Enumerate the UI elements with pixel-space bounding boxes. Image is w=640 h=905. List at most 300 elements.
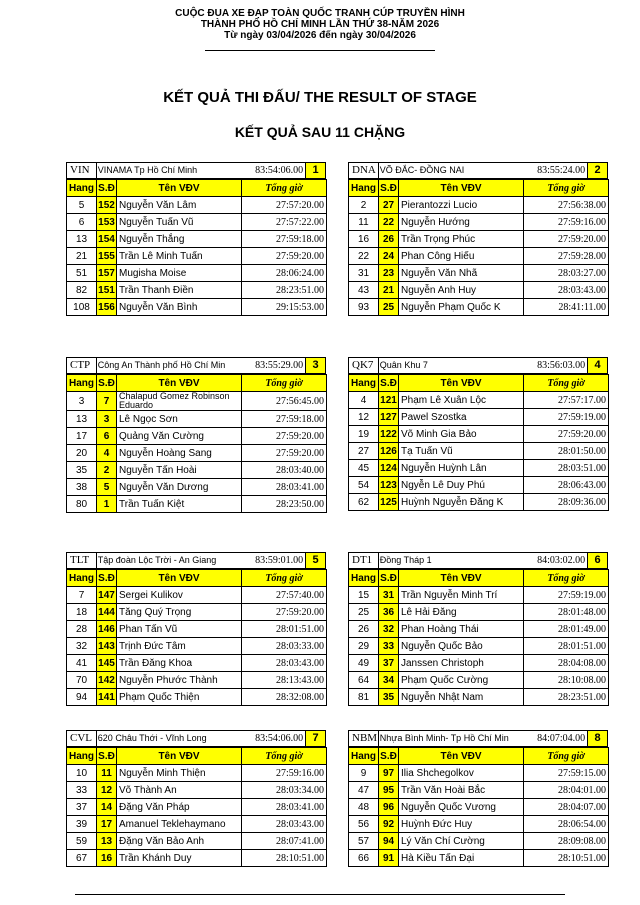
rider-bib: 4 xyxy=(97,445,117,462)
rider-time: 28:03:34.00 xyxy=(242,782,327,799)
team-header xyxy=(66,357,326,374)
rider-bib: 91 xyxy=(379,850,399,867)
rider-rank: 35 xyxy=(67,462,97,479)
rider-time: 28:04:07.00 xyxy=(524,799,609,816)
team-header xyxy=(66,730,326,747)
column-header-sd: S.Đ xyxy=(379,180,399,197)
table-row xyxy=(349,265,609,282)
column-header-time: Tổng giờ xyxy=(524,375,609,392)
rider-rank: 10 xyxy=(67,765,97,782)
column-header-name: Tên VĐV xyxy=(117,748,242,765)
team-total-time: 83:55:29.00 xyxy=(255,360,304,371)
rider-name: Janssen Christoph xyxy=(399,655,524,672)
team-name: VÕ ĐẮC- ĐỒNG NAI xyxy=(379,165,465,175)
column-header-time: Tổng giờ xyxy=(524,748,609,765)
table-row xyxy=(67,782,327,799)
table-row xyxy=(67,299,327,316)
table-row xyxy=(67,655,327,672)
team-rank-badge: 5 xyxy=(305,553,325,568)
table-row xyxy=(67,428,327,445)
rider-name: Phan Công Hiếu xyxy=(399,248,524,265)
rider-time: 28:06:43.00 xyxy=(524,477,609,494)
rider-rank: 33 xyxy=(67,782,97,799)
rider-name: Nguyễn Hướng xyxy=(399,214,524,231)
rider-time: 27:56:38.00 xyxy=(524,197,609,214)
rider-rank: 28 xyxy=(67,621,97,638)
team-code: DT1 xyxy=(349,553,379,568)
rider-rank: 64 xyxy=(349,672,379,689)
rider-rank: 7 xyxy=(67,587,97,604)
table-row xyxy=(349,799,609,816)
table-row xyxy=(349,282,609,299)
table-row xyxy=(67,833,327,850)
rider-time: 28:01:48.00 xyxy=(524,604,609,621)
table-row xyxy=(349,214,609,231)
rider-time: 28:09:08.00 xyxy=(524,833,609,850)
rider-bib: 12 xyxy=(97,782,117,799)
rider-time: 27:59:20.00 xyxy=(524,231,609,248)
rider-name: Phạm Quốc Thiện xyxy=(117,689,242,706)
rider-rank: 41 xyxy=(67,655,97,672)
table-row xyxy=(349,638,609,655)
rider-bib: 1 xyxy=(97,496,117,513)
rider-name: Phan Tấn Vũ xyxy=(117,621,242,638)
rider-name: Phan Hoàng Thái xyxy=(399,621,524,638)
rider-name: Võ Minh Gia Bảo xyxy=(399,426,524,443)
rider-bib: 36 xyxy=(379,604,399,621)
rider-rank: 80 xyxy=(67,496,97,513)
rider-bib: 35 xyxy=(379,689,399,706)
team-name: Tập đoàn Lộc Trời - An Giang xyxy=(97,555,217,565)
rider-name: Pierantozzi Lucio xyxy=(399,197,524,214)
team-rank-badge: 8 xyxy=(587,731,607,746)
rider-name: Lê Ngọc Sơn xyxy=(117,411,242,428)
table-row xyxy=(67,214,327,231)
rider-rank: 54 xyxy=(349,477,379,494)
rider-time: 28:03:43.00 xyxy=(242,655,327,672)
footer-divider xyxy=(75,894,565,895)
team-block xyxy=(66,552,326,706)
table-row xyxy=(349,426,609,443)
column-header-time: Tổng giờ xyxy=(242,180,327,197)
column-header-hang: Hang xyxy=(67,375,97,392)
table-row xyxy=(67,479,327,496)
rider-rank: 47 xyxy=(349,782,379,799)
rider-rank: 21 xyxy=(67,248,97,265)
page-subtitle: KẾT QUẢ SAU 11 CHẶNG xyxy=(234,124,406,140)
team-code: DNA xyxy=(349,163,379,178)
rider-bib: 147 xyxy=(97,587,117,604)
rider-bib: 92 xyxy=(379,816,399,833)
rider-time: 28:03:43.00 xyxy=(524,282,609,299)
rider-time: 28:03:27.00 xyxy=(524,265,609,282)
rider-bib: 143 xyxy=(97,638,117,655)
rider-time: 27:59:20.00 xyxy=(242,428,327,445)
rider-time: 27:59:18.00 xyxy=(242,231,327,248)
rider-rank: 15 xyxy=(349,587,379,604)
table-row xyxy=(67,496,327,513)
rider-rank: 45 xyxy=(349,460,379,477)
table-row xyxy=(67,799,327,816)
column-header-time: Tổng giờ xyxy=(242,748,327,765)
rider-rank: 3 xyxy=(67,392,97,411)
column-header-name: Tên VĐV xyxy=(399,748,524,765)
rider-name: Ilia Shchegolkov xyxy=(399,765,524,782)
rider-time: 28:23:51.00 xyxy=(242,282,327,299)
rider-rank: 57 xyxy=(349,833,379,850)
rider-bib: 14 xyxy=(97,799,117,816)
rider-time: 27:57:20.00 xyxy=(242,197,327,214)
rider-name: Ngyễn Lê Duy Phú xyxy=(399,477,524,494)
rider-bib: 156 xyxy=(97,299,117,316)
rider-bib: 22 xyxy=(379,214,399,231)
team-block xyxy=(348,552,608,706)
rider-bib: 154 xyxy=(97,231,117,248)
rider-time: 28:23:50.00 xyxy=(242,496,327,513)
rider-table xyxy=(66,569,327,706)
rider-name: Phạm Lê Xuân Lộc xyxy=(399,392,524,409)
team-header xyxy=(348,357,608,374)
rider-rank: 49 xyxy=(349,655,379,672)
rider-time: 28:01:51.00 xyxy=(524,638,609,655)
rider-name: Pawel Szostka xyxy=(399,409,524,426)
rider-name: Trần Nguyễn Minh Trí xyxy=(399,587,524,604)
rider-rank: 20 xyxy=(67,445,97,462)
rider-time: 28:04:08.00 xyxy=(524,655,609,672)
rider-name: Phạm Quốc Cường xyxy=(399,672,524,689)
rider-rank: 13 xyxy=(67,231,97,248)
rider-bib: 94 xyxy=(379,833,399,850)
rider-time: 27:59:20.00 xyxy=(242,604,327,621)
team-block xyxy=(348,162,608,316)
rider-rank: 94 xyxy=(67,689,97,706)
team-code: CTP xyxy=(67,358,97,373)
rider-name: Nguyễn Minh Thiện xyxy=(117,765,242,782)
rider-rank: 37 xyxy=(67,799,97,816)
rider-name: Nguyễn Phạm Quốc K xyxy=(399,299,524,316)
rider-rank: 11 xyxy=(349,214,379,231)
table-row xyxy=(349,392,609,409)
rider-time: 28:04:01.00 xyxy=(524,782,609,799)
team-header xyxy=(348,552,608,569)
rider-rank: 70 xyxy=(67,672,97,689)
column-header-name: Tên VĐV xyxy=(117,570,242,587)
rider-time: 28:10:51.00 xyxy=(524,850,609,867)
table-row xyxy=(67,587,327,604)
team-total-time: 83:56:03.00 xyxy=(537,360,586,371)
column-header-sd: S.Đ xyxy=(97,748,117,765)
rider-name: Sergei Kulikov xyxy=(117,587,242,604)
rider-name: Trần Trọng Phúc xyxy=(399,231,524,248)
rider-bib: 34 xyxy=(379,672,399,689)
rider-bib: 95 xyxy=(379,782,399,799)
rider-bib: 11 xyxy=(97,765,117,782)
team-rank-badge: 3 xyxy=(305,358,325,373)
rider-name: Hà Kiều Tấn Đại xyxy=(399,850,524,867)
rider-name: Nguyễn Văn Dương xyxy=(117,479,242,496)
rider-table xyxy=(66,179,327,316)
table-row xyxy=(349,477,609,494)
table-row xyxy=(67,231,327,248)
rider-table xyxy=(348,747,609,867)
team-name: Đồng Tháp 1 xyxy=(379,555,432,565)
column-header-sd: S.Đ xyxy=(97,180,117,197)
team-name: Công An Thành phố Hồ Chí Min xyxy=(97,360,226,370)
rider-time: 28:32:08.00 xyxy=(242,689,327,706)
rider-time: 28:41:11.00 xyxy=(524,299,609,316)
table-row xyxy=(67,621,327,638)
rider-time: 27:59:18.00 xyxy=(242,411,327,428)
column-header-hang: Hang xyxy=(349,748,379,765)
column-header-sd: S.Đ xyxy=(379,748,399,765)
team-code: NBM xyxy=(349,731,379,746)
rider-table xyxy=(348,569,609,706)
team-name: Nhựa Bình Minh- Tp Hồ Chí Min xyxy=(379,733,509,743)
rider-name: Nguyễn Phước Thành xyxy=(117,672,242,689)
table-header-row xyxy=(67,748,327,765)
team-code: CVL xyxy=(67,731,97,746)
rider-name: Tạ Tuấn Vũ xyxy=(399,443,524,460)
table-row xyxy=(349,231,609,248)
rider-time: 27:59:19.00 xyxy=(524,409,609,426)
rider-name: Nguyễn Nhật Nam xyxy=(399,689,524,706)
rider-time: 27:57:22.00 xyxy=(242,214,327,231)
rider-time: 28:13:43.00 xyxy=(242,672,327,689)
rider-name: Lý Văn Chí Cường xyxy=(399,833,524,850)
table-row xyxy=(67,816,327,833)
table-row xyxy=(349,587,609,604)
rider-name: Trần Đăng Khoa xyxy=(117,655,242,672)
column-header-hang: Hang xyxy=(349,375,379,392)
table-row xyxy=(349,299,609,316)
rider-name: Quảng Văn Cường xyxy=(117,428,242,445)
rider-time: 27:59:20.00 xyxy=(524,426,609,443)
rider-rank: 32 xyxy=(67,638,97,655)
rider-name: Lê Hải Đăng xyxy=(399,604,524,621)
column-header-name: Tên VĐV xyxy=(399,180,524,197)
rider-time: 28:01:49.00 xyxy=(524,621,609,638)
team-header xyxy=(66,162,326,179)
rider-rank: 5 xyxy=(67,197,97,214)
rider-name: Trần Lê Minh Tuấn xyxy=(117,248,242,265)
table-row xyxy=(349,248,609,265)
rider-name: Đặng Văn Pháp xyxy=(117,799,242,816)
rider-bib: 122 xyxy=(379,426,399,443)
rider-time: 27:59:15.00 xyxy=(524,765,609,782)
rider-bib: 126 xyxy=(379,443,399,460)
rider-time: 28:10:08.00 xyxy=(524,672,609,689)
rider-time: 28:06:54.00 xyxy=(524,816,609,833)
team-name: 620 Châu Thới - Vĩnh Long xyxy=(97,733,207,743)
rider-name: Trần Thanh Điền xyxy=(117,282,242,299)
team-code: VIN xyxy=(67,163,97,178)
column-header-hang: Hang xyxy=(67,570,97,587)
table-row xyxy=(349,782,609,799)
team-rank-badge: 1 xyxy=(305,163,325,178)
rider-rank: 26 xyxy=(349,621,379,638)
rider-rank: 51 xyxy=(67,265,97,282)
column-header-name: Tên VĐV xyxy=(399,570,524,587)
team-header xyxy=(348,162,608,179)
rider-bib: 33 xyxy=(379,638,399,655)
rider-bib: 96 xyxy=(379,799,399,816)
column-header-sd: S.Đ xyxy=(97,375,117,392)
table-header-row xyxy=(67,570,327,587)
rider-rank: 48 xyxy=(349,799,379,816)
rider-name: Nguyễn Quốc Vương xyxy=(399,799,524,816)
column-header-hang: Hang xyxy=(67,180,97,197)
table-row xyxy=(349,409,609,426)
rider-time: 27:59:20.00 xyxy=(242,445,327,462)
rider-time: 27:56:45.00 xyxy=(242,392,327,411)
rider-rank: 93 xyxy=(349,299,379,316)
rider-name: Nguyễn Huỳnh Lân xyxy=(399,460,524,477)
table-row xyxy=(349,765,609,782)
team-rank-badge: 2 xyxy=(587,163,607,178)
table-row xyxy=(349,655,609,672)
column-header-hang: Hang xyxy=(349,570,379,587)
table-row xyxy=(349,833,609,850)
table-row xyxy=(67,282,327,299)
rider-time: 28:03:43.00 xyxy=(242,816,327,833)
rider-name: Chalapud Gomez Robinson Eduardo xyxy=(117,392,242,411)
rider-bib: 125 xyxy=(379,494,399,511)
event-dates: Từ ngày 03/04/2026 đến ngày 30/04/2026 xyxy=(224,30,416,41)
rider-name: Nguyễn Thắng xyxy=(117,231,242,248)
team-total-time: 83:55:24.00 xyxy=(537,165,586,176)
rider-bib: 3 xyxy=(97,411,117,428)
rider-bib: 21 xyxy=(379,282,399,299)
rider-time: 27:57:40.00 xyxy=(242,587,327,604)
rider-table xyxy=(348,179,609,316)
team-block xyxy=(66,730,326,867)
rider-name: Amanuel Teklehaymano xyxy=(117,816,242,833)
rider-bib: 5 xyxy=(97,479,117,496)
rider-time: 28:06:24.00 xyxy=(242,265,327,282)
table-header-row xyxy=(67,180,327,197)
rider-rank: 62 xyxy=(349,494,379,511)
rider-table xyxy=(348,374,609,511)
rider-bib: 146 xyxy=(97,621,117,638)
rider-rank: 19 xyxy=(349,426,379,443)
table-row xyxy=(67,445,327,462)
rider-bib: 27 xyxy=(379,197,399,214)
table-row xyxy=(349,672,609,689)
team-rank-badge: 7 xyxy=(305,731,325,746)
rider-name: Nguyễn Tuấn Vũ xyxy=(117,214,242,231)
team-total-time: 83:54:06.00 xyxy=(255,165,304,176)
table-row xyxy=(349,604,609,621)
table-row xyxy=(67,197,327,214)
rider-time: 28:23:51.00 xyxy=(524,689,609,706)
table-row xyxy=(349,197,609,214)
rider-bib: 142 xyxy=(97,672,117,689)
rider-rank: 9 xyxy=(349,765,379,782)
rider-name: Trần Văn Hoài Bắc xyxy=(399,782,524,799)
rider-table xyxy=(66,747,327,867)
rider-time: 27:59:28.00 xyxy=(524,248,609,265)
rider-rank: 25 xyxy=(349,604,379,621)
table-row xyxy=(349,689,609,706)
table-row xyxy=(67,265,327,282)
rider-bib: 144 xyxy=(97,604,117,621)
rider-time: 28:03:40.00 xyxy=(242,462,327,479)
rider-time: 29:15:53.00 xyxy=(242,299,327,316)
rider-time: 28:10:51.00 xyxy=(242,850,327,867)
rider-name: Đặng Văn Bảo Anh xyxy=(117,833,242,850)
team-total-time: 84:07:04.00 xyxy=(537,733,586,744)
team-name: VINAMA Tp Hồ Chí Minh xyxy=(97,165,198,175)
rider-bib: 23 xyxy=(379,265,399,282)
rider-time: 28:03:51.00 xyxy=(524,460,609,477)
rider-bib: 151 xyxy=(97,282,117,299)
rider-rank: 17 xyxy=(67,428,97,445)
rider-time: 28:09:36.00 xyxy=(524,494,609,511)
rider-rank: 108 xyxy=(67,299,97,316)
rider-rank: 12 xyxy=(349,409,379,426)
rider-rank: 38 xyxy=(67,479,97,496)
rider-time: 28:03:33.00 xyxy=(242,638,327,655)
rider-rank: 81 xyxy=(349,689,379,706)
team-block xyxy=(348,357,608,511)
column-header-name: Tên VĐV xyxy=(399,375,524,392)
table-row xyxy=(67,462,327,479)
table-row xyxy=(67,765,327,782)
rider-name: Nguyễn Anh Huy xyxy=(399,282,524,299)
table-row xyxy=(349,816,609,833)
column-header-sd: S.Đ xyxy=(97,570,117,587)
rider-bib: 17 xyxy=(97,816,117,833)
rider-name: Nguyễn Tấn Hoài xyxy=(117,462,242,479)
rider-time: 28:03:41.00 xyxy=(242,799,327,816)
team-block xyxy=(348,730,608,867)
rider-name: Nguyễn Quốc Bảo xyxy=(399,638,524,655)
rider-name: Huỳnh Nguyễn Đăng K xyxy=(399,494,524,511)
column-header-time: Tổng giờ xyxy=(242,570,327,587)
rider-name: Nguyễn Văn Lâm xyxy=(117,197,242,214)
table-row xyxy=(349,850,609,867)
rider-rank: 27 xyxy=(349,443,379,460)
event-title-line1: CUỘC ĐUA XE ĐẠP TOÀN QUỐC TRANH CÚP TRUYỀN HÌNH xyxy=(175,8,465,19)
column-header-name: Tên VĐV xyxy=(117,180,242,197)
rider-rank: 2 xyxy=(349,197,379,214)
rider-rank: 59 xyxy=(67,833,97,850)
rider-bib: 121 xyxy=(379,392,399,409)
rider-name: Nguyễn Hoàng Sang xyxy=(117,445,242,462)
rider-bib: 155 xyxy=(97,248,117,265)
event-title-line2: THÀNH PHỐ HỒ CHÍ MINH LẦN THỨ 38-NĂM 2026 xyxy=(200,19,440,30)
rider-bib: 2 xyxy=(97,462,117,479)
header-divider xyxy=(205,50,435,51)
team-header xyxy=(348,730,608,747)
rider-rank: 39 xyxy=(67,816,97,833)
rider-name: Nguyễn Văn Nhã xyxy=(399,265,524,282)
table-row xyxy=(349,460,609,477)
rider-rank: 82 xyxy=(67,282,97,299)
column-header-time: Tổng giờ xyxy=(524,570,609,587)
rider-name: Trần Khánh Duy xyxy=(117,850,242,867)
rider-rank: 18 xyxy=(67,604,97,621)
column-header-hang: Hang xyxy=(67,748,97,765)
rider-bib: 13 xyxy=(97,833,117,850)
table-row xyxy=(349,621,609,638)
rider-rank: 16 xyxy=(349,231,379,248)
rider-rank: 22 xyxy=(349,248,379,265)
rider-bib: 153 xyxy=(97,214,117,231)
table-row xyxy=(67,672,327,689)
rider-name: Trần Tuấn Kiệt xyxy=(117,496,242,513)
rider-bib: 26 xyxy=(379,231,399,248)
